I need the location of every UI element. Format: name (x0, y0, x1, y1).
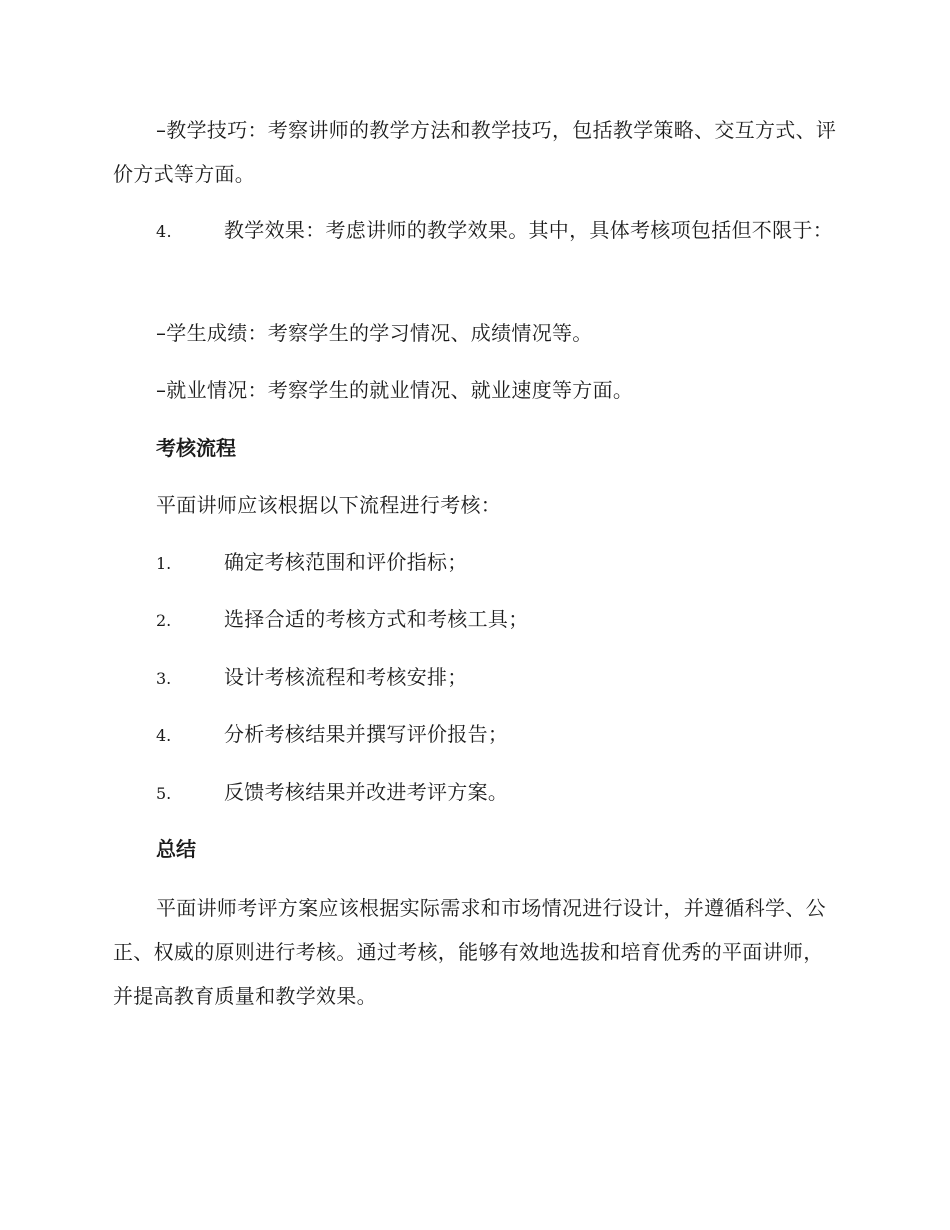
teaching-effect-text: 教学效果：考虑讲师的教学效果。其中，具体考核项包括但不限于： (224, 218, 833, 242)
process-intro: 平面讲师应该根据以下流程进行考核： (156, 493, 502, 517)
process-step-5 (156, 770, 508, 816)
employment-bullet: –就业情况：考察学生的就业情况、就业速度等方面。 (156, 378, 634, 402)
step-text: 分析考核结果并撰写评价报告； (224, 722, 509, 746)
teaching-skill-paragraph: –教学技巧：考察讲师的教学方法和教学技巧，包括教学策略、交互方式、评价方式等方面。 (113, 118, 837, 186)
step-text: 选择合适的考核方式和考核工具； (224, 607, 529, 631)
step-number: 1. (156, 554, 172, 573)
process-step-1 (156, 540, 468, 586)
process-step-2 (156, 597, 529, 643)
process-heading: 考核流程 (156, 436, 236, 460)
teaching-effect-item (113, 208, 837, 254)
step-number: 5. (156, 784, 172, 803)
step-number: 4. (156, 726, 172, 745)
teaching-effect-number: 4. (156, 222, 172, 241)
step-number: 3. (156, 669, 172, 688)
step-number: 2. (156, 611, 172, 630)
summary-heading: 总结 (156, 837, 196, 861)
summary-paragraph: 平面讲师考评方案应该根据实际需求和市场情况进行设计，并遵循科学、公正、权威的原则进行考核。通过考核，能够有效地选拔和培育优秀的平面讲师，并提高教育质量和教学效果。 (113, 896, 826, 1008)
process-step-4 (156, 712, 508, 758)
step-text: 确定考核范围和评价指标； (224, 550, 468, 574)
step-text: 反馈考核结果并改进考评方案。 (224, 780, 509, 804)
step-text: 设计考核流程和考核安排； (224, 665, 468, 689)
process-step-3 (156, 655, 468, 701)
student-score-bullet: –学生成绩：考察学生的学习情况、成绩情况等。 (156, 321, 593, 345)
